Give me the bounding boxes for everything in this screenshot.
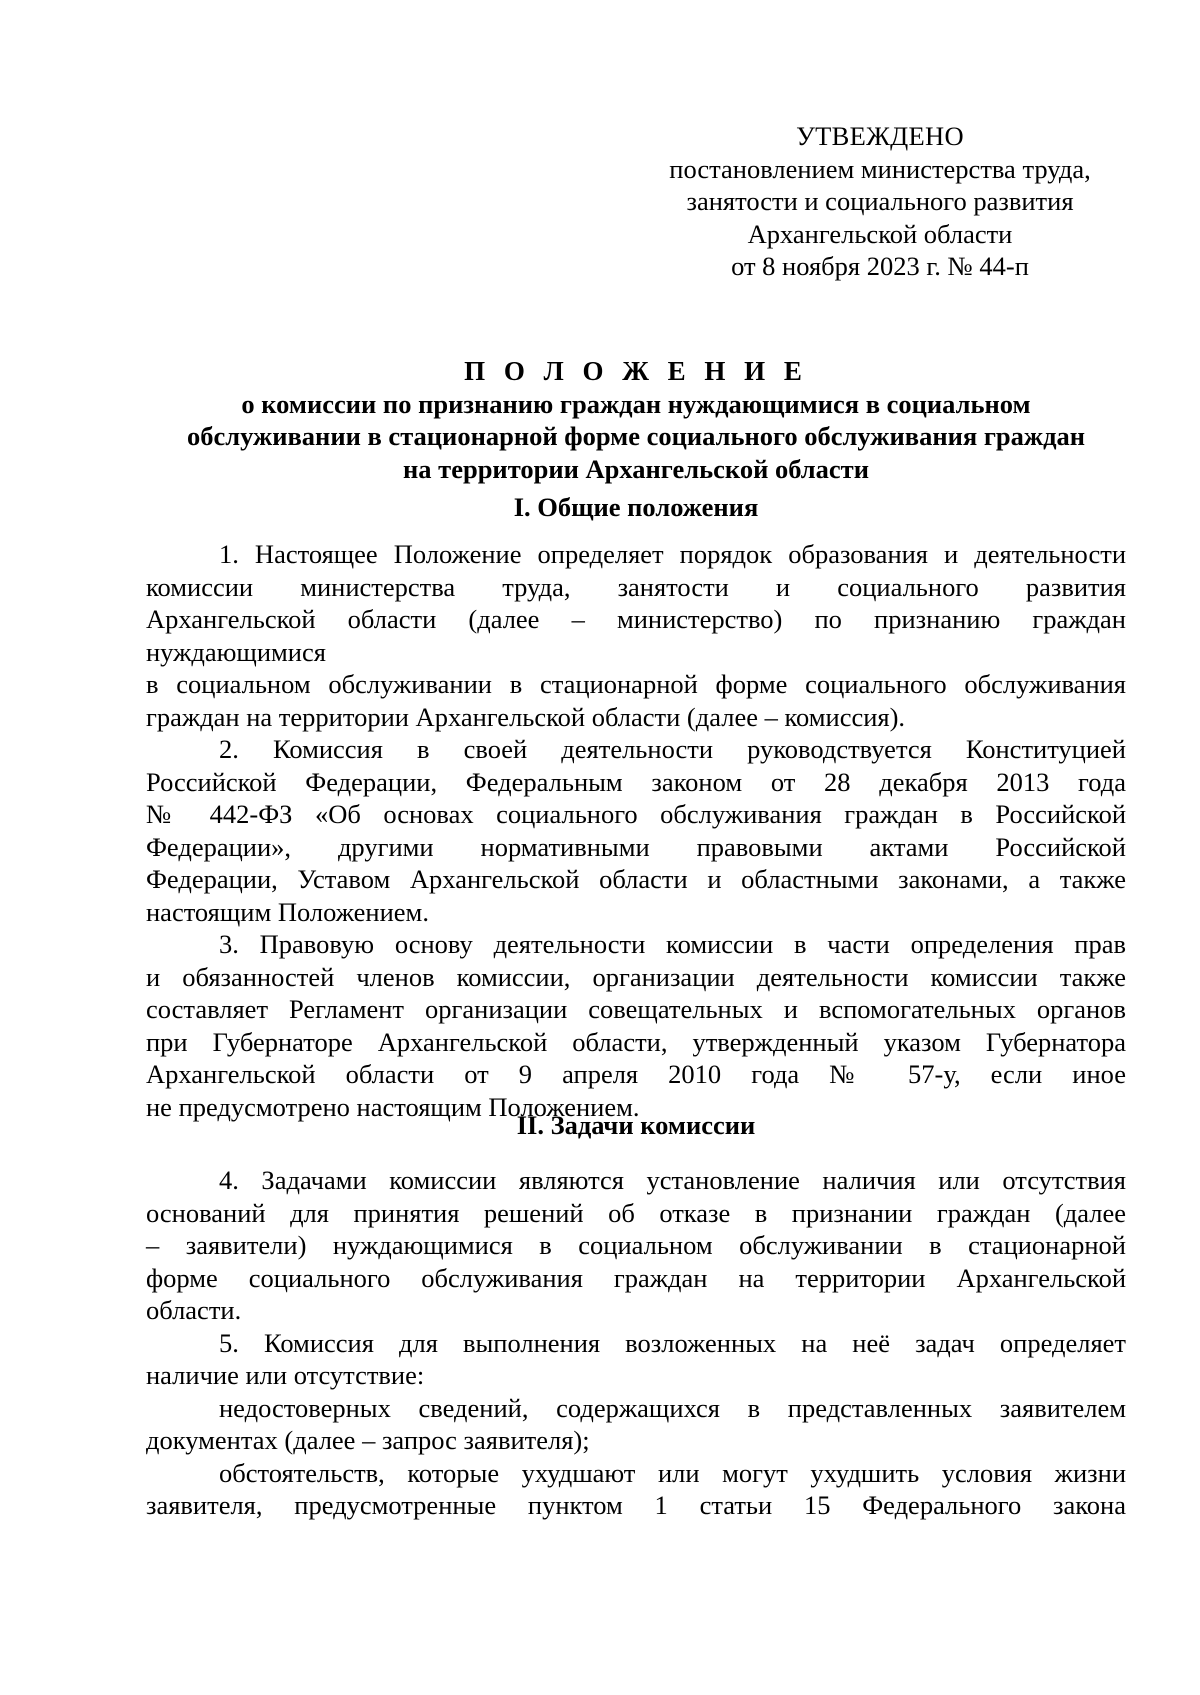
paragraph-line: в социальном обслуживании в стационарной форме социального обслуживания	[146, 669, 1126, 699]
paragraph-line: настоящим Положением.	[146, 896, 429, 927]
title-line: на территории Архангельской области	[403, 453, 869, 484]
paragraph-line: Федерации», другими нормативными правовыми актами Российской	[146, 831, 1126, 862]
paragraph-line: области.	[146, 1295, 242, 1325]
title-line: обслуживании в стационарной форме социального обслуживания граждан	[186, 421, 1086, 451]
paragraph-line: нуждающимися	[146, 636, 326, 667]
paragraph-line: не предусмотрено настоящим Положением.	[146, 1091, 640, 1122]
paragraph-line: обстоятельств, которые ухудшают или могут ухудшить условия жизни	[219, 1457, 1126, 1488]
paragraph-line: 2. Комиссия в своей деятельности руководствуется Конституцией	[219, 734, 1126, 764]
section-body-general	[146, 538, 1126, 1123]
approval-line: Архангельской области	[747, 218, 1013, 249]
paragraph-line: 4. Задачами комиссии являются установление наличия или отсутствия	[219, 1165, 1126, 1195]
approval-line: занятости и социального развития	[686, 186, 1074, 216]
paragraph-line: 3. Правовую основу деятельности комиссии в части определения прав	[219, 929, 1126, 959]
paragraph-line: составляет Регламент организации совещательных и вспомогательных органов	[146, 994, 1126, 1024]
paragraph-line: форме социального обслуживания граждан на территории Архангельской	[146, 1262, 1126, 1293]
paragraph-line: № 442-ФЗ «Об основах социального обслуживания граждан в Российской	[146, 799, 1126, 829]
paragraph-line: наличие или отсутствие:	[146, 1360, 425, 1390]
section-heading-tasks: II. Задачи комиссии	[516, 1110, 756, 1140]
paragraph-line: граждан на территории Архангельской области (далее – комиссия).	[146, 701, 906, 732]
paragraph-line: Архангельской области (далее – министерство) по признанию граждан	[146, 604, 1126, 634]
paragraph-line: Федерации, Уставом Архангельской области и областными законами, а также	[146, 864, 1126, 894]
approval-heading: УТВЕЖДЕНО	[796, 121, 964, 151]
paragraph-line: Российской Федерации, Федеральным законом от 28 декабря 2013 года	[146, 766, 1126, 797]
title-heading: П О Л О Ж Е Н И Е	[464, 356, 808, 386]
paragraph-line: Архангельской области от 9 апреля 2010 года № 57-у, если иное	[146, 1059, 1126, 1089]
approval-line: постановлением министерства труда,	[669, 153, 1091, 184]
paragraph-line: заявителя, предусмотренные пунктом 1 статьи 15 Федерального закона	[146, 1490, 1126, 1520]
title-line: о комиссии по признанию граждан нуждающимися в социальном	[241, 388, 1031, 419]
document-title	[146, 355, 1126, 485]
approval-block	[600, 120, 1160, 283]
paragraph-line: и обязанностей членов комиссии, организации деятельности комиссии также	[146, 961, 1126, 992]
paragraph-line: недостоверных сведений, содержащихся в представленных заявителем	[219, 1392, 1126, 1423]
paragraph-line: комиссии министерства труда, занятости и социального развития	[146, 571, 1126, 602]
paragraph-line: 1. Настоящее Положение определяет порядок образования и деятельности	[219, 539, 1126, 569]
paragraph-line: – заявители) нуждающимися в социальном обслуживании в стационарной	[146, 1230, 1126, 1260]
section-heading-general: I. Общие положения	[513, 492, 759, 522]
paragraph-line: документах (далее – запрос заявителя);	[146, 1425, 590, 1455]
paragraph-line: оснований для принятия решений об отказе в признании граждан (далее	[146, 1197, 1126, 1228]
section-body-tasks	[146, 1164, 1126, 1522]
paragraph-line: 5. Комиссия для выполнения возложенных на неё задач определяет	[219, 1327, 1126, 1358]
paragraph-line: при Губернаторе Архангельской области, утвержденный указом Губернатора	[146, 1026, 1126, 1057]
approval-date: от 8 ноября 2023 г. № 44-п	[731, 251, 1029, 281]
